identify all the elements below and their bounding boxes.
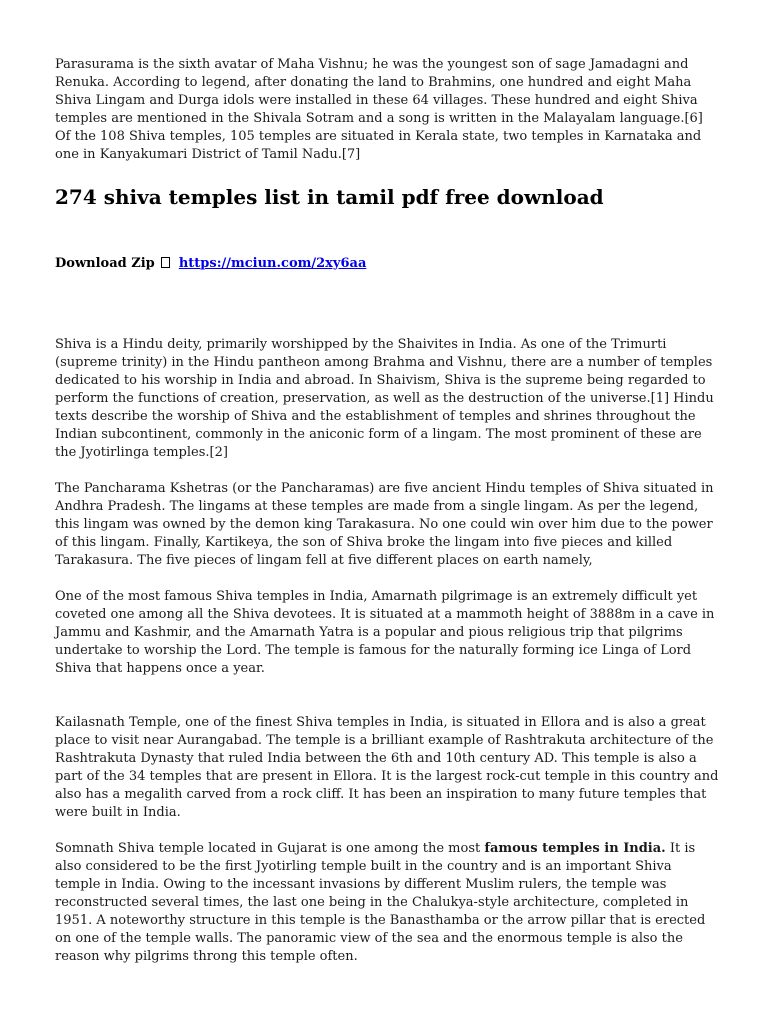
- document-page: [55, 56, 721, 966]
- shiva-paragraph: Shiva is a Hindu deity, primarily worshipped by the Shaivites in India. As one of the Trimurti (supreme trinity) in the Hindu pantheon among Brahma and Vishnu, there are a number of temples dedicated to his worship in India and abroad. In Shaivism, Shiva is the supreme being regarded to perform the functions of creation, preservation, as well as the destruction of the universe.[1] Hindu texts describe the worship of Shiva and the establishment of temples and shrines throughout the Indian subcontinent, commonly in the aniconic form of a lingam. The most prominent of these are the Jyotirlinga temples.[2]: [55, 337, 714, 460]
- amarnath-paragraph: One of the most famous Shiva temples in India, Amarnath pilgrimage is an extremely difficult yet coveted one among all the Shiva devotees. It is situated at a mammoth height of 3888m in a cave in Jammu and Kashmir, and the Amarnath Yatra is a popular and pious religious trip that pilgrims undertake to worship the Lord. The temple is famous for the naturally forming ice Linga of Lord Shiva that happens once a year.: [55, 589, 715, 676]
- somnath-bold-phrase: famous temples in India.: [484, 841, 666, 856]
- somnath-text-end: It is also considered to be the first Jyotirling temple built in the country and is an important Shiva temple in India. Owing to the incessant invasions by different Muslim rulers, the temple was reconstructed several times, the last one being in the Chalukya-style architecture, completed in 1951. A noteworthy structure in this temple is the Banasthamba or the arrow pillar that is erected on one of the temple walls. The panoramic view of the sea and the enormous temple is also the reason why pilgrims throng this temple often.: [55, 841, 706, 964]
- download-label: Download Zip: [55, 256, 155, 271]
- missing-glyph-icon: [161, 257, 170, 268]
- download-line: [55, 255, 721, 273]
- somnath-paragraph: [55, 840, 721, 966]
- somnath-text-start: Somnath Shiva temple located in Gujarat is one among the most: [55, 841, 485, 856]
- download-link[interactable]: https://mciun.com/2xy6aa: [178, 256, 367, 271]
- page-title: 274 shiva temples list in tamil pdf free download: [55, 185, 604, 209]
- intro-paragraph: Parasurama is the sixth avatar of Maha Vishnu; he was the youngest son of sage Jamadagni and Renuka. According to legend, after donating the land to Brahmins, one hundred and eight Maha Shiva Lingam and Durga idols were installed in these 64 villages. These hundred and eight Shiva temples are mentioned in the Shivala Sotram and a song is written in the Malayalam language.[6] Of the 108 Shiva temples, 105 temples are situated in Kerala state, two temples in Karnataka and one in Kanyakumari District of Tamil Nadu.[7]: [55, 57, 703, 162]
- pancharama-paragraph: The Pancharama Kshetras (or the Pancharamas) are five ancient Hindu temples of Shiva situated in Andhra Pradesh. The lingams at these temples are made from a single lingam. As per the legend, this lingam was owned by the demon king Tarakasura. No one could win over him due to the power of this lingam. Finally, Kartikeya, the son of Shiva broke the lingam into five pieces and killed Tarakasura. The five pieces of lingam fell at five different places on earth namely,: [55, 481, 714, 568]
- kailasnath-paragraph: Kailasnath Temple, one of the finest Shiva temples in India, is situated in Ellora and is also a great place to visit near Aurangabad. The temple is a brilliant example of Rashtrakuta architecture of the Rashtrakuta Dynasty that ruled India between the 6th and 10th century AD. This temple is also a part of the 34 temples that are present in Ellora. It is the largest rock-cut temple in this country and also has a megalith carved from a rock cliff. It has been an inspiration to many future temples that were built in India.: [55, 715, 719, 820]
